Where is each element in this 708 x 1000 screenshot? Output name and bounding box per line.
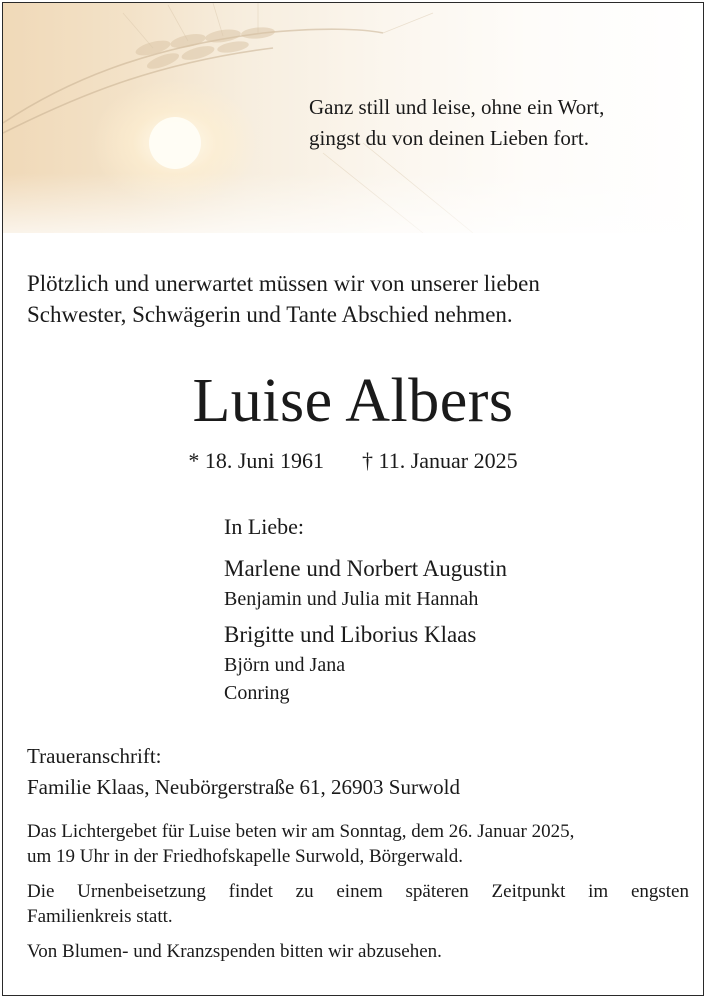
mourners-list — [224, 511, 664, 713]
prayer-line: um 19 Uhr in der Friedhofskapelle Surwold, Börgerwald. — [27, 846, 464, 867]
quote-line: Ganz still und leise, ohne ein Wort, — [309, 95, 605, 119]
birth-date: * 18. Juni 1961 — [188, 448, 325, 473]
obituary-card — [2, 2, 704, 996]
intro-line: Plötzlich und unerwartet müssen wir von unserer lieben — [27, 271, 540, 296]
mourners-heading: In Liebe: — [224, 514, 305, 539]
mourning-address — [27, 741, 460, 803]
family-sub-name: Björn und Jana — [224, 654, 346, 676]
address-label: Traueranschrift: — [27, 744, 162, 768]
quote-line: gingst du von deinen Lieben fort. — [309, 126, 589, 150]
family-sub-name: Conring — [224, 682, 290, 704]
burial-line: Die Urnenbeisetzung findet zu einem späteren Zeitpunkt im engsten — [27, 881, 689, 902]
family-group — [224, 553, 664, 613]
burial-notice — [27, 879, 689, 929]
wheat-ear-sunset-image — [3, 3, 703, 233]
family-main-name: Marlene und Norbert Augustin — [224, 556, 507, 581]
life-dates — [3, 446, 703, 476]
death-date: † 11. Januar 2025 — [362, 448, 518, 473]
prayer-notice — [27, 819, 689, 869]
deceased-name: Luise Albers — [192, 367, 514, 435]
prayer-line: Das Lichtergebet für Luise beten wir am Sonntag, dem 26. Januar 2025, — [27, 821, 575, 842]
intro-line: Schwester, Schwägerin und Tante Abschied nehmen. — [27, 302, 513, 327]
intro-text — [27, 268, 687, 330]
address-value: Familie Klaas, Neubörgerstraße 61, 26903 Surwold — [27, 775, 460, 799]
family-sub-name: Benjamin und Julia mit Hannah — [224, 588, 479, 610]
family-group — [224, 619, 664, 707]
service-notes — [27, 819, 689, 974]
family-main-name: Brigitte und Liborius Klaas — [224, 622, 477, 647]
memorial-quote — [309, 92, 689, 154]
burial-line: Familienkreis statt. — [27, 906, 173, 927]
flowers-notice: Von Blumen- und Kranzspenden bitten wir abzusehen. — [27, 941, 442, 962]
